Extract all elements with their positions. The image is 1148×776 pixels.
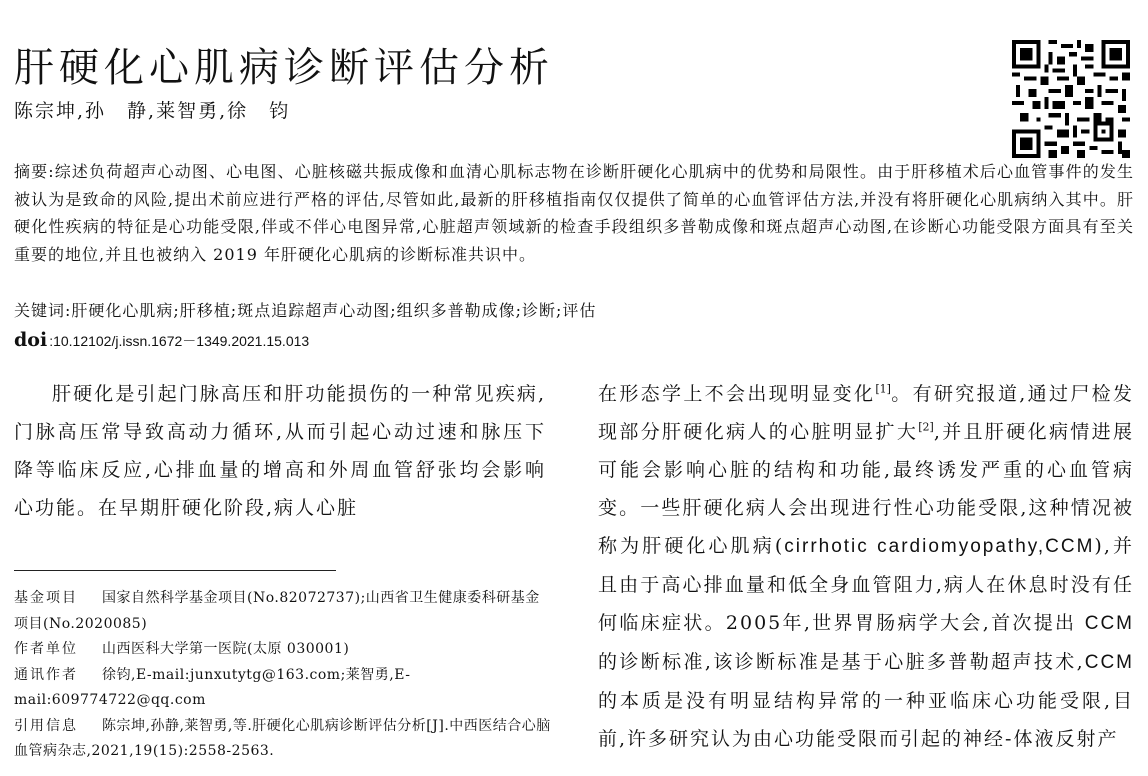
footnote-label: 基金项目	[14, 590, 78, 606]
body-text: 的诊断标准,该诊断标准是基于心脏多普勒超声技术,	[598, 651, 1085, 673]
citation-note	[14, 714, 554, 765]
funding-note	[14, 586, 554, 637]
footnote-text[interactable]: 徐钧,E-mail:junxutytg@163.com;莱智勇,E-mail:609774722@qq.com	[14, 666, 411, 708]
body-left-column: 肝硬化是引起门脉高压和肝功能损伤的一种常见疾病,门脉高压常导致高动力循环,从而引起心动过速和脉压下降等临床反应,心排血量的增高和外周血管舒张均会影响心功能。在早期肝硬化阶段,病人心脏	[14, 383, 546, 519]
body-text: ,并且肝硬化病情进展可能会影响心脏的结构和功能,最终诱发严重的心血管病变。一些肝硬化病人会出现进行性心功能受限,这种情况被称为肝硬化心肌病(	[598, 421, 1134, 557]
abstract	[14, 158, 1134, 268]
doi-link[interactable]: :10.12102/j.issn.1672－1349.2021.15.013	[49, 333, 310, 349]
author-list: 陈宗坤,孙 静,莱智勇,徐 钧	[14, 100, 291, 122]
reference-1[interactable]: [1]	[875, 382, 891, 396]
corresponding-author-note	[14, 663, 554, 714]
abstract-text: 综述负荷超声心动图、心电图、心脏核磁共振成像和血清心肌标志物在诊断肝硬化心肌病中的优势和局限性。由于肝移植术后心血管事件的发生被认为是致命的风险,提出术前应进行严格的评估,尽管如此,最新的肝移植指南仅仅提供了简单的心血管评估方法,并没有将肝硬化心肌病纳入其中。肝硬化性疾病的特征是心功能受限,伴或不伴心电图异常,心脏超声领域新的检查手段组织多普勒成像和斑点超声心动图,在诊断心功能受限方面具有至关重要的地位,并且也被纳入 2019 年肝硬化心肌病的诊断标准共识中。	[14, 162, 1134, 264]
footnote-text: 国家自然科学基金项目(No.82072737);山西省卫生健康委科研基金项目(No.2020085)	[14, 590, 540, 632]
body-text: ),并且由于高心排血量和低全身血管阻力,病人在休息时没有任何临床症状。2005年,世界胃肠病学大会,首次提出	[598, 535, 1134, 634]
abstract-label: 摘要:	[14, 162, 55, 181]
reference-2[interactable]: [2]	[918, 420, 934, 434]
body-right-column	[598, 375, 1134, 758]
body-text: 的本质是没有明显结构异常的一种亚临床心功能受限,目前,许多研究认为由心功能受限而引起的神经-体液反射产	[598, 690, 1134, 750]
doi-line	[14, 326, 309, 356]
affiliation-note	[14, 637, 554, 663]
footnote-text: 山西医科大学第一医院(太原 030001)	[102, 641, 350, 657]
qr-code-icon[interactable]	[1012, 40, 1130, 158]
keywords	[14, 297, 1134, 324]
footnote-label: 作者单位	[14, 641, 78, 657]
english-term: cirrhotic cardiomyopathy,CCM	[784, 536, 1095, 557]
footnote-divider	[14, 570, 336, 571]
abbreviation: CCM	[1084, 652, 1134, 673]
footnote-label: 通讯作者	[14, 666, 78, 683]
keywords-text: 肝硬化心肌病;肝移植;斑点追踪超声心动图;组织多普勒成像;诊断;评估	[71, 301, 597, 320]
footnotes	[14, 586, 554, 765]
article-title: 肝硬化心肌病诊断评估分析	[14, 45, 554, 91]
footnote-text: 陈宗坤,孙静,莱智勇,等.肝硬化心肌病诊断评估分析[J].中西医结合心脑血管病杂志,2021,19(15):2558-2563.	[14, 717, 551, 759]
body-text: 在形态学上不会出现明显变化	[598, 383, 876, 405]
doi-label: doi	[14, 329, 48, 351]
keywords-label: 关键词:	[14, 301, 72, 320]
body-text: 。有研究报道,通过尸检发现部分肝硬化病人的心脏明显扩大	[598, 383, 1134, 443]
footnote-label: 引用信息	[14, 717, 78, 734]
abbreviation: CCM	[1084, 613, 1134, 634]
